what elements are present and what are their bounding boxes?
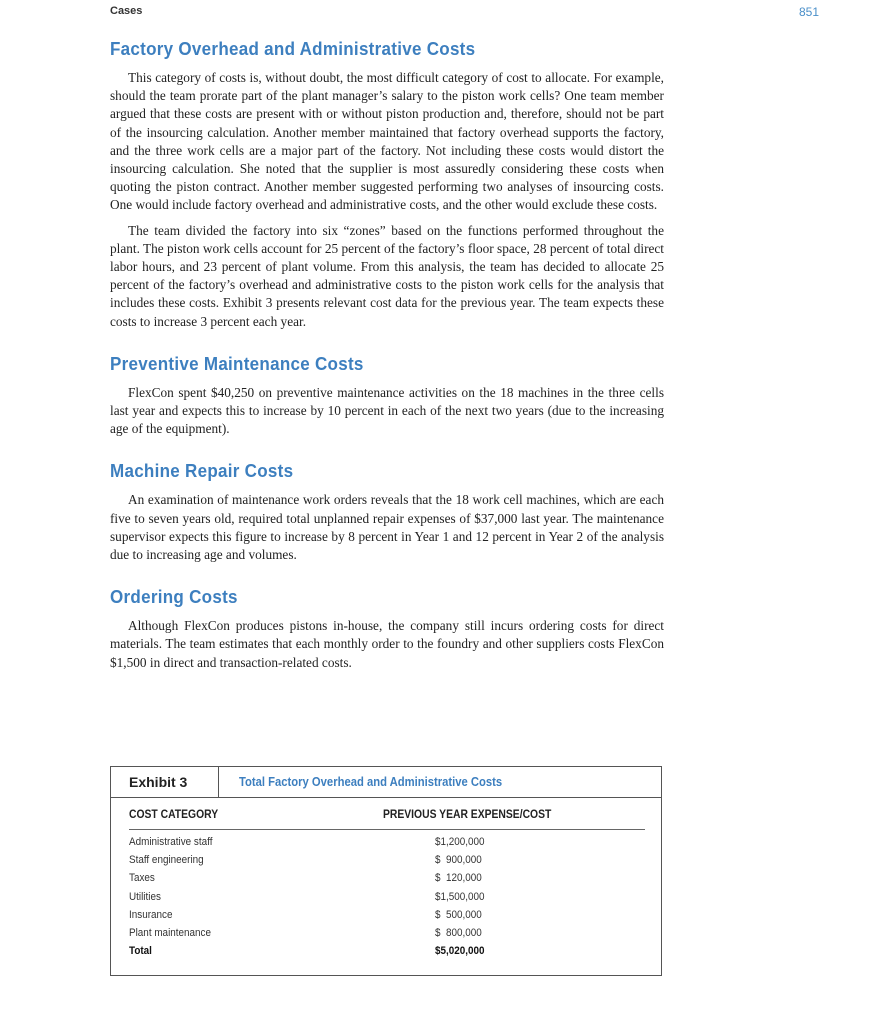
cost-table: [129, 809, 645, 961]
amount-cell: $5,020,000: [435, 945, 485, 958]
cost-category-cell: Plant maintenance: [129, 926, 212, 939]
amount-cell: $1,500,000: [435, 890, 485, 903]
amount-cell: $ 120,000: [435, 872, 482, 885]
exhibit-3-table: [110, 766, 662, 976]
table-row: [129, 852, 645, 870]
amount-cell: $1,200,000: [435, 836, 485, 848]
table-row: [129, 834, 645, 852]
section-heading: Ordering Costs: [110, 586, 238, 608]
page-number: 851: [798, 5, 819, 19]
cost-category-cell: Administrative staff: [129, 836, 213, 848]
running-head: Cases: [110, 5, 143, 17]
table-row: [129, 925, 645, 943]
cost-category-cell: Utilities: [129, 890, 161, 903]
exhibit-label: Exhibit 3: [111, 767, 219, 797]
section-ordering-costs: [110, 586, 664, 672]
paragraph: Although FlexCon produces pistons in-house, the company still incurs ordering costs for direct materials. The team estimates that each monthly order to the foundry and other suppliers costs FlexCon $1,500 in direct and transaction-related costs.: [110, 618, 664, 670]
section-heading: Factory Overhead and Administrative Costs: [110, 38, 476, 59]
cost-category-cell: Staff engineering: [129, 854, 204, 867]
table-body: [129, 834, 645, 961]
section-factory-overhead: [110, 38, 664, 331]
paragraph: The team divided the factory into six “zones” based on the functions performed throughout the plant. The piston work cells account for 25 percent of the factory’s floor space, 28 percent of total direct labor hours, and 23 percent of plant volume. From this analysis, the team has decided to allocate 25 percent of the factory’s overhead and administrative costs to the piston work cells for the analysis that includes these costs. Exhibit 3 presents relevant cost data for the previous year. The team expects these costs to increase 3 percent each year.: [110, 222, 664, 329]
cost-category-cell: Insurance: [129, 908, 173, 921]
table-row: [129, 907, 645, 925]
paragraph: An examination of maintenance work orders reveals that the 18 work cell machines, which are each five to seven years old, required total unplanned repair expenses of $37,000 last year. The maintenance supervisor expects this figure to increase by 8 percent in Year 1 and 12 percent in Year 2 of the analysis due to increasing age and volumes.: [110, 492, 664, 563]
cost-category-cell: Taxes: [129, 872, 155, 885]
table-header-row: [129, 809, 645, 830]
table-row: [129, 870, 645, 888]
section-heading: Machine Repair Costs: [110, 460, 294, 482]
paragraph: FlexCon spent $40,250 on preventive maintenance activities on the 18 machines in the three cells last year and expects this to increase by 10 percent in each of the next two years (due to the increasing age of the equipment).: [110, 384, 664, 437]
column-header-cost-category: COST CATEGORY: [129, 809, 219, 821]
column-header-previous-year: PREVIOUS YEAR EXPENSE/COST: [383, 809, 552, 821]
exhibit-header: [111, 767, 661, 798]
section-heading: Preventive Maintenance Costs: [110, 352, 364, 374]
section-preventive-maintenance: [110, 353, 664, 439]
cost-category-cell: Total: [129, 945, 152, 958]
table-row-total: [129, 943, 645, 961]
page-body: [110, 38, 664, 679]
table-row: [129, 889, 645, 907]
amount-cell: $ 900,000: [435, 854, 482, 867]
paragraph: This category of costs is, without doubt, the most difficult category of cost to allocate. For example, should the team prorate part of the plant manager’s salary to the piston work cells? One team member argued that these costs are present with or without piston production and, therefore, should not be part of the insourcing calculation. Another member maintained that factory overhead supports the factory, and the three work cells are a major part of the factory. Not including these costs would distort the insourcing calculation. She noted that the supplier is most assuredly considering these costs when quoting the piston contract. Another member suggested performing two analyses of insourcing costs. One would include factory overhead and administrative costs, and the other would exclude these costs.: [110, 70, 664, 213]
section-machine-repair: [110, 460, 664, 564]
amount-cell: $ 500,000: [435, 908, 482, 921]
amount-cell: $ 800,000: [435, 926, 482, 939]
exhibit-title: Total Factory Overhead and Administrative Costs: [239, 775, 503, 789]
